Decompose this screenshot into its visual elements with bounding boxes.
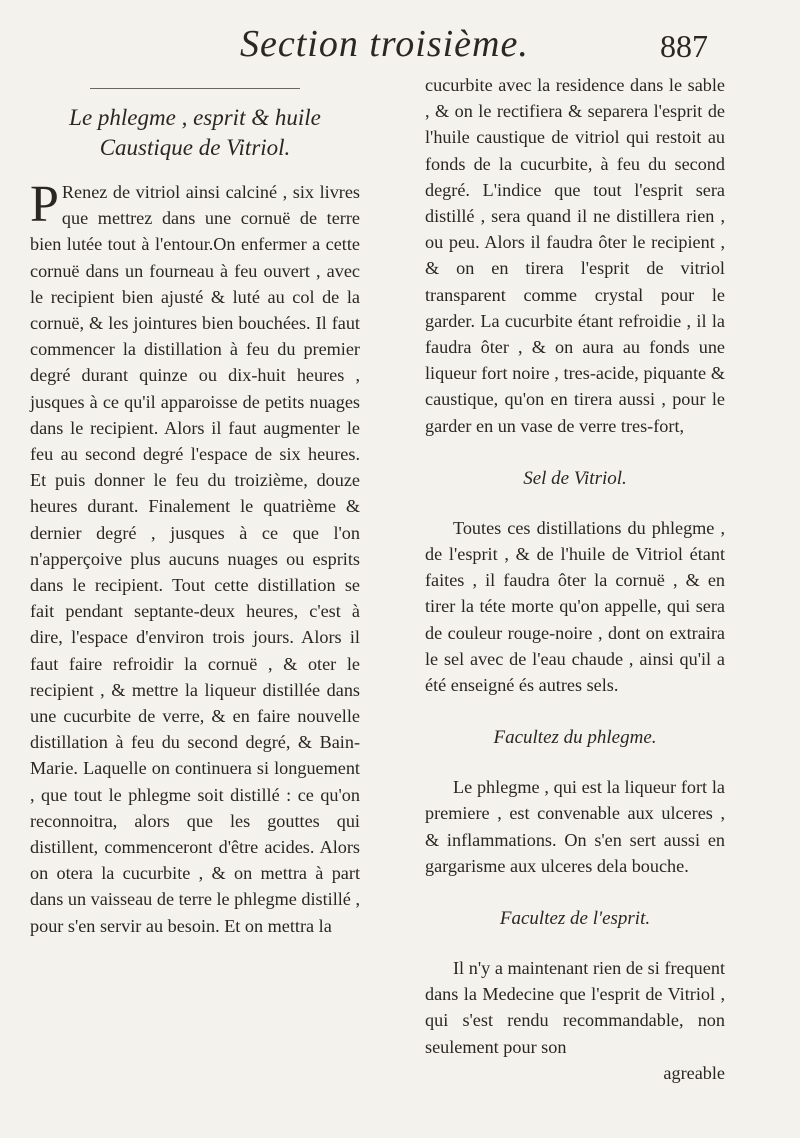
page-header: [0, 12, 800, 65]
body-paragraph: [30, 176, 360, 939]
subheading-sel-de-vitriol: Sel de Vitriol.: [523, 467, 627, 489]
section-title-line-1: Le phlegme , esprit & huile: [69, 105, 321, 130]
left-column: [30, 70, 360, 939]
body-paragraph: Il n'y a maintenant rien de si frequent dans la Medecine que l'esprit de Vitriol , qui s'est rendu recommandable, non seulement pour son: [425, 958, 725, 1057]
body-paragraph: Toutes ces distillations du phlegme , de l'esprit , & de l'huile de Vitriol étant faites , il faudra ôter la cornuë , & en tirer la téte morte qu'on appelle, qui sera de couleur rouge-noire , dont on extraira le sel avec de l'eau chaude , ainsi qu'il a été enseigné és autres sels.: [425, 517, 725, 696]
catchword: agreable: [663, 1062, 725, 1083]
subheading-facultez-du-phlegme: Facultez du phlegme.: [493, 727, 657, 749]
section-title-line-2: Caustique de Vitriol.: [99, 135, 291, 160]
body-paragraph: cucurbite avec la residence dans le sable , & on le rectifiera & separera l'esprit de l'huile caustique de vitriol qui restoit au fonds de la cucurbite, à feu du second degré. L'indice que tout l'esprit sera distillé , sera quand il ne distillera rien , ou peu. Alors il faudra ôter le recipient , & on en tirera l'esprit de vitriol transparent comme crystal pour le garder. La cucurbite étant refroidie , il la faudra ôter , & on aura au fonds une liqueur fort noire , tres-acide, piquante & caustique, qu'on en tirera aussi , pour le garder en un vase de verre tres-fort,: [425, 75, 725, 436]
section-title: [30, 103, 360, 163]
paragraph-text: Renez de vitriol ainsi calciné , six livres que mettrez dans une cornuë de terre bien lutée tout à l'entour.On enfermer a cette cornuë dans un fourneau à feu ouvert , avec le recipient bien ajusté & luté au col de la cornuë, & les jointures bien bouchées. Il faut commencer la distillation à feu du premier degré durant quinze ou dix-huit heures , jusques à ce qu'il apparoisse de petits nuages dans le recipient. Alors il faut augmenter le feu au second degré l'espace de six heures. Et puis donner le feu du troizième, douze heures durant. Finalement le quatrième & dernier degré , jusques à ce que l'on n'apperçoive plus aucuns nuages ou esprits dans le recipient. Tout cette distillation se fait pendant septante-deux heures, c'est à dire, l'espace d'environ trois jours. Alors il faut faire refroidir la cornuë , & oter le recipient , & mettre la liqueur distillée dans une cucurbite de verre, & en faire nouvelle distillation à feu du second degré, & Bain-Marie. Laquelle on continuera si longuement , que tout le phlegme soit distillé : ce qu'on reconnoitra, alors que les gouttes qui distillent, commenceront d'être acides. Alors on otera la cucurbite , & on mettra à part dans un vaisseau de terre le phlegme distillé , pour s'en servir au besoin. Et on mettra la: [30, 182, 360, 936]
section-rule: [90, 88, 300, 89]
right-column: [425, 72, 725, 1086]
page-number: 887: [660, 28, 708, 64]
running-head: Section troisième.: [240, 23, 529, 65]
subheading-facultez-de-l-esprit: Facultez de l'esprit.: [499, 908, 651, 930]
body-paragraph: Le phlegme , qui est la liqueur fort la premiere , est convenable aux ulceres , & inflammations. On s'en sert aussi en gargarisme aux ulceres dela bouche.: [425, 777, 725, 876]
drop-cap: P: [30, 176, 59, 233]
